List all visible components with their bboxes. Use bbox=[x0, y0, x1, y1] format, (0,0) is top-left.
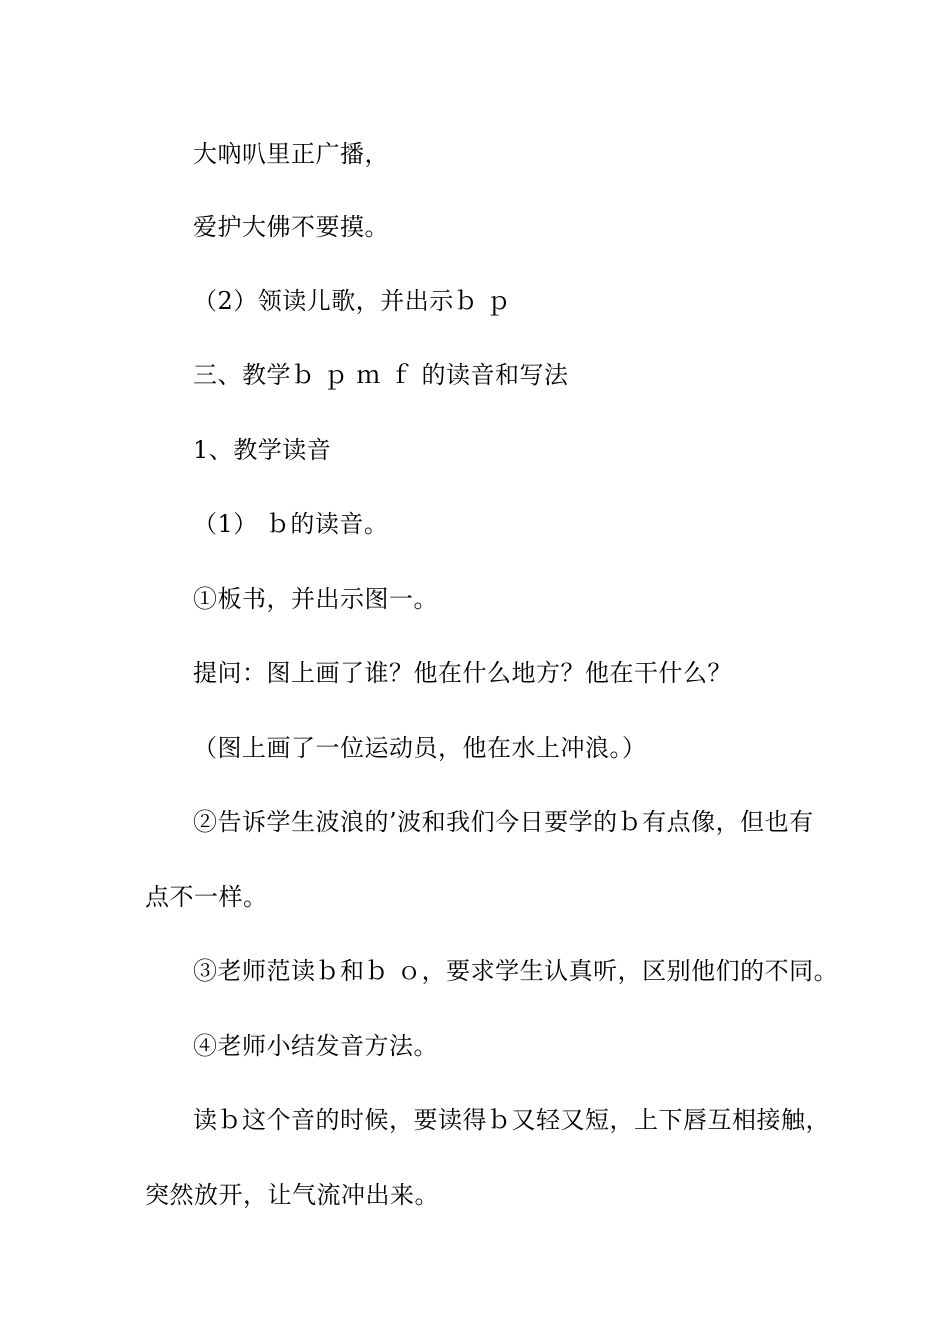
text-line-1: 大吶叭里正广播， bbox=[193, 140, 389, 168]
text-line-7: ①板书，并出示图一。 bbox=[193, 585, 438, 613]
text-line-12: ③老师范读ｂ和ｂ ｏ，要求学生认真听，区别他们的不同。 bbox=[193, 957, 839, 985]
text-line-10: ②告诉学生波浪的’波和我们今日要学的ｂ有点像，但也有 bbox=[193, 808, 814, 836]
text-line-13: ④老师小结发音方法。 bbox=[193, 1032, 438, 1060]
text-line-8: 提问：图上画了谁？他在什么地方？他在干什么？ bbox=[193, 659, 732, 687]
section-heading: 三、教学ｂ ｐ ｍ ｆ 的读音和写法 bbox=[193, 361, 569, 389]
text-line-14: 读ｂ这个音的时候，要读得ｂ又轻又短，上下唇互相接触， bbox=[193, 1106, 830, 1134]
text-line-9: （图上画了一位运动员，他在水上冲浪。） bbox=[193, 734, 647, 762]
text-line-3: （2）领读儿歌，并出示ｂ ｐ bbox=[193, 287, 511, 315]
text-line-6: （1） ｂ的读音。 bbox=[193, 510, 389, 538]
text-line-15: 突然放开，让气流冲出来。 bbox=[145, 1181, 439, 1209]
text-line-2: 爱护大佛不要摸。 bbox=[193, 213, 389, 241]
subsection-heading: 1、教学读音 bbox=[193, 436, 332, 464]
text-line-11: 点不一样。 bbox=[145, 883, 268, 911]
